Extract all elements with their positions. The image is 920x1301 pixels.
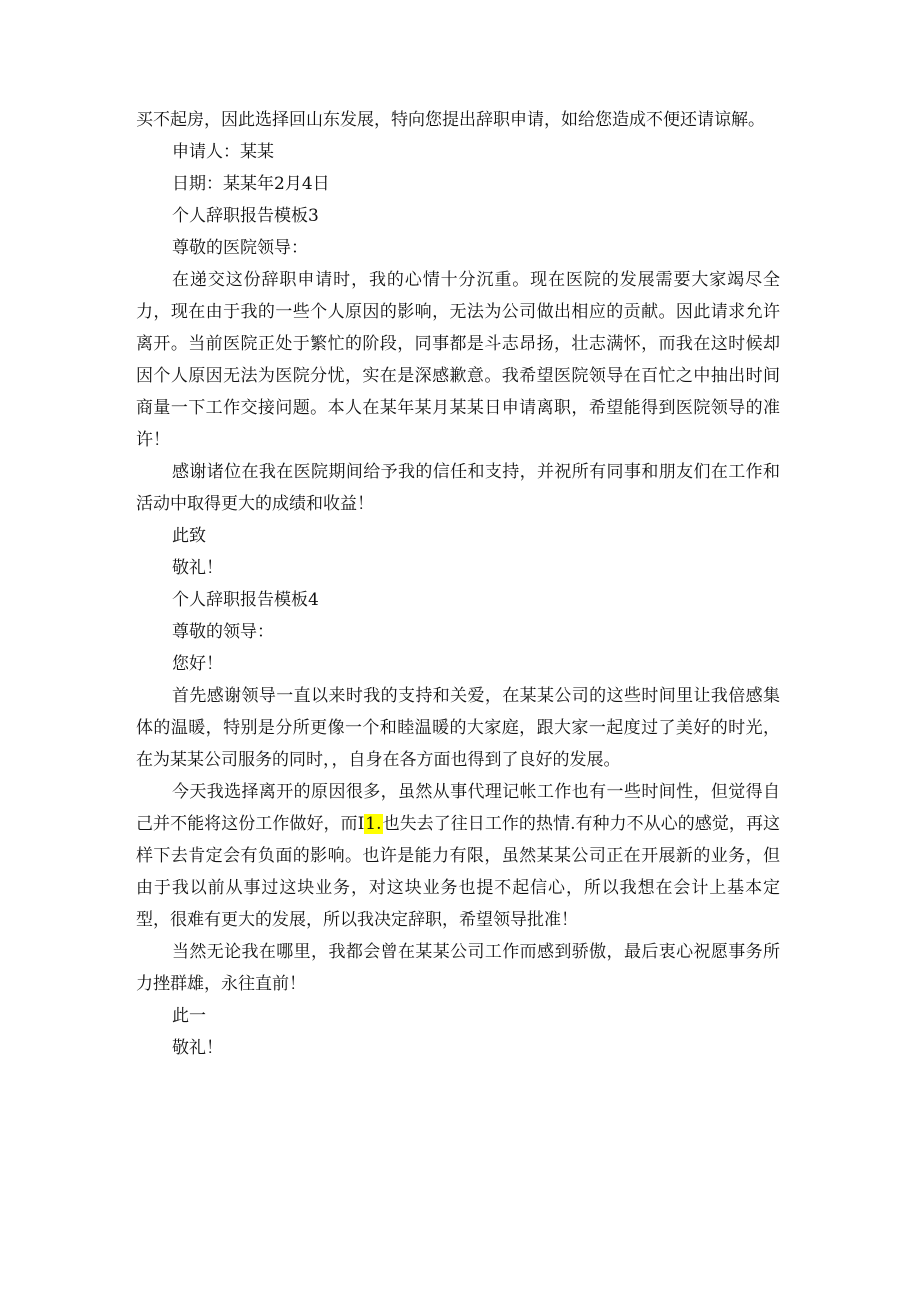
paragraph-2-start: 今天我选择离开的原因很多，虽然从事代理记帐工作也有一些时间性，但觉得自己并不能将这份工作做好，而I [136, 782, 780, 834]
document-body [136, 104, 780, 1064]
template-3-closing-1: 此致 [172, 526, 206, 546]
date-line: 日期：某某年2月4日 [172, 174, 330, 194]
template-3-paragraph-2: 感谢诸位在我在医院期间给予我的信任和支持，并祝所有同事和朋友们在工作和活动中取得更大的成绩和收益！ [136, 462, 780, 514]
template-4-hello: 您好！ [172, 654, 223, 674]
template-3-paragraph-1: 在递交这份辞职申请时，我的心情十分沉重。现在医院的发展需要大家竭尽全力，现在由于我的一些个人原因的影响，无法为公司做出相应的贡献。因此请求允许离开。当前医院正处于繁忙的阶段，同事都是斗志昂扬，壮志满怀，而我在这时候却因个人原因无法为医院分忧，实在是深感歉意。我希望医院领导在百忙之中抽出时间商量一下工作交接问题。本人在某年某月某某日申请离职，希望能得到医院领导的准许！ [136, 270, 780, 450]
template-4-title: 个人辞职报告模板4 [172, 590, 319, 610]
highlighted-text: 1. [365, 814, 382, 834]
template-3-closing-2: 敬礼！ [172, 558, 223, 578]
template-4-paragraph-1: 首先感谢领导一直以来时我的支持和关爱，在某某公司的这些时间里让我倍感集体的温暖，特别是分所更像一个和睦温暖的大家庭，跟大家一起度过了美好的时光，在为某某公司服务的同时，，自身在各方面也得到了良好的发展。 [136, 686, 780, 770]
template-4-paragraph-3: 当然无论我在哪里，我都会曾在某某公司工作而感到骄傲，最后衷心祝愿事务所力挫群雄，永往直前！ [136, 942, 780, 994]
template-4-greeting: 尊敬的领导： [172, 622, 274, 642]
template-4-closing-2: 敬礼！ [172, 1038, 223, 1058]
template-4-closing-1: 此一 [172, 1006, 206, 1026]
paragraph-continuation: 买不起房，因此选择回山东发展，特向您提出辞职申请，如给您造成不便还请谅解。 [136, 110, 765, 130]
template-4-paragraph-2 [136, 776, 780, 936]
template-3-greeting: 尊敬的医院领导： [172, 238, 308, 258]
template-3-title: 个人辞职报告模板3 [172, 206, 319, 226]
paragraph-2-end: 也失去了往日工作的热情.有种力不从心的感觉，再这样下去肯定会有负面的影响。也许是能力有限，虽然某某公司正在开展新的业务，但由于我以前从事过这块业务，对这块业务也提不起信心，所以我想在会计上基本定型，很难有更大的发展，所以我决定辞职，希望领导批准！ [136, 814, 780, 930]
applicant-line: 申请人：某某 [172, 142, 274, 162]
